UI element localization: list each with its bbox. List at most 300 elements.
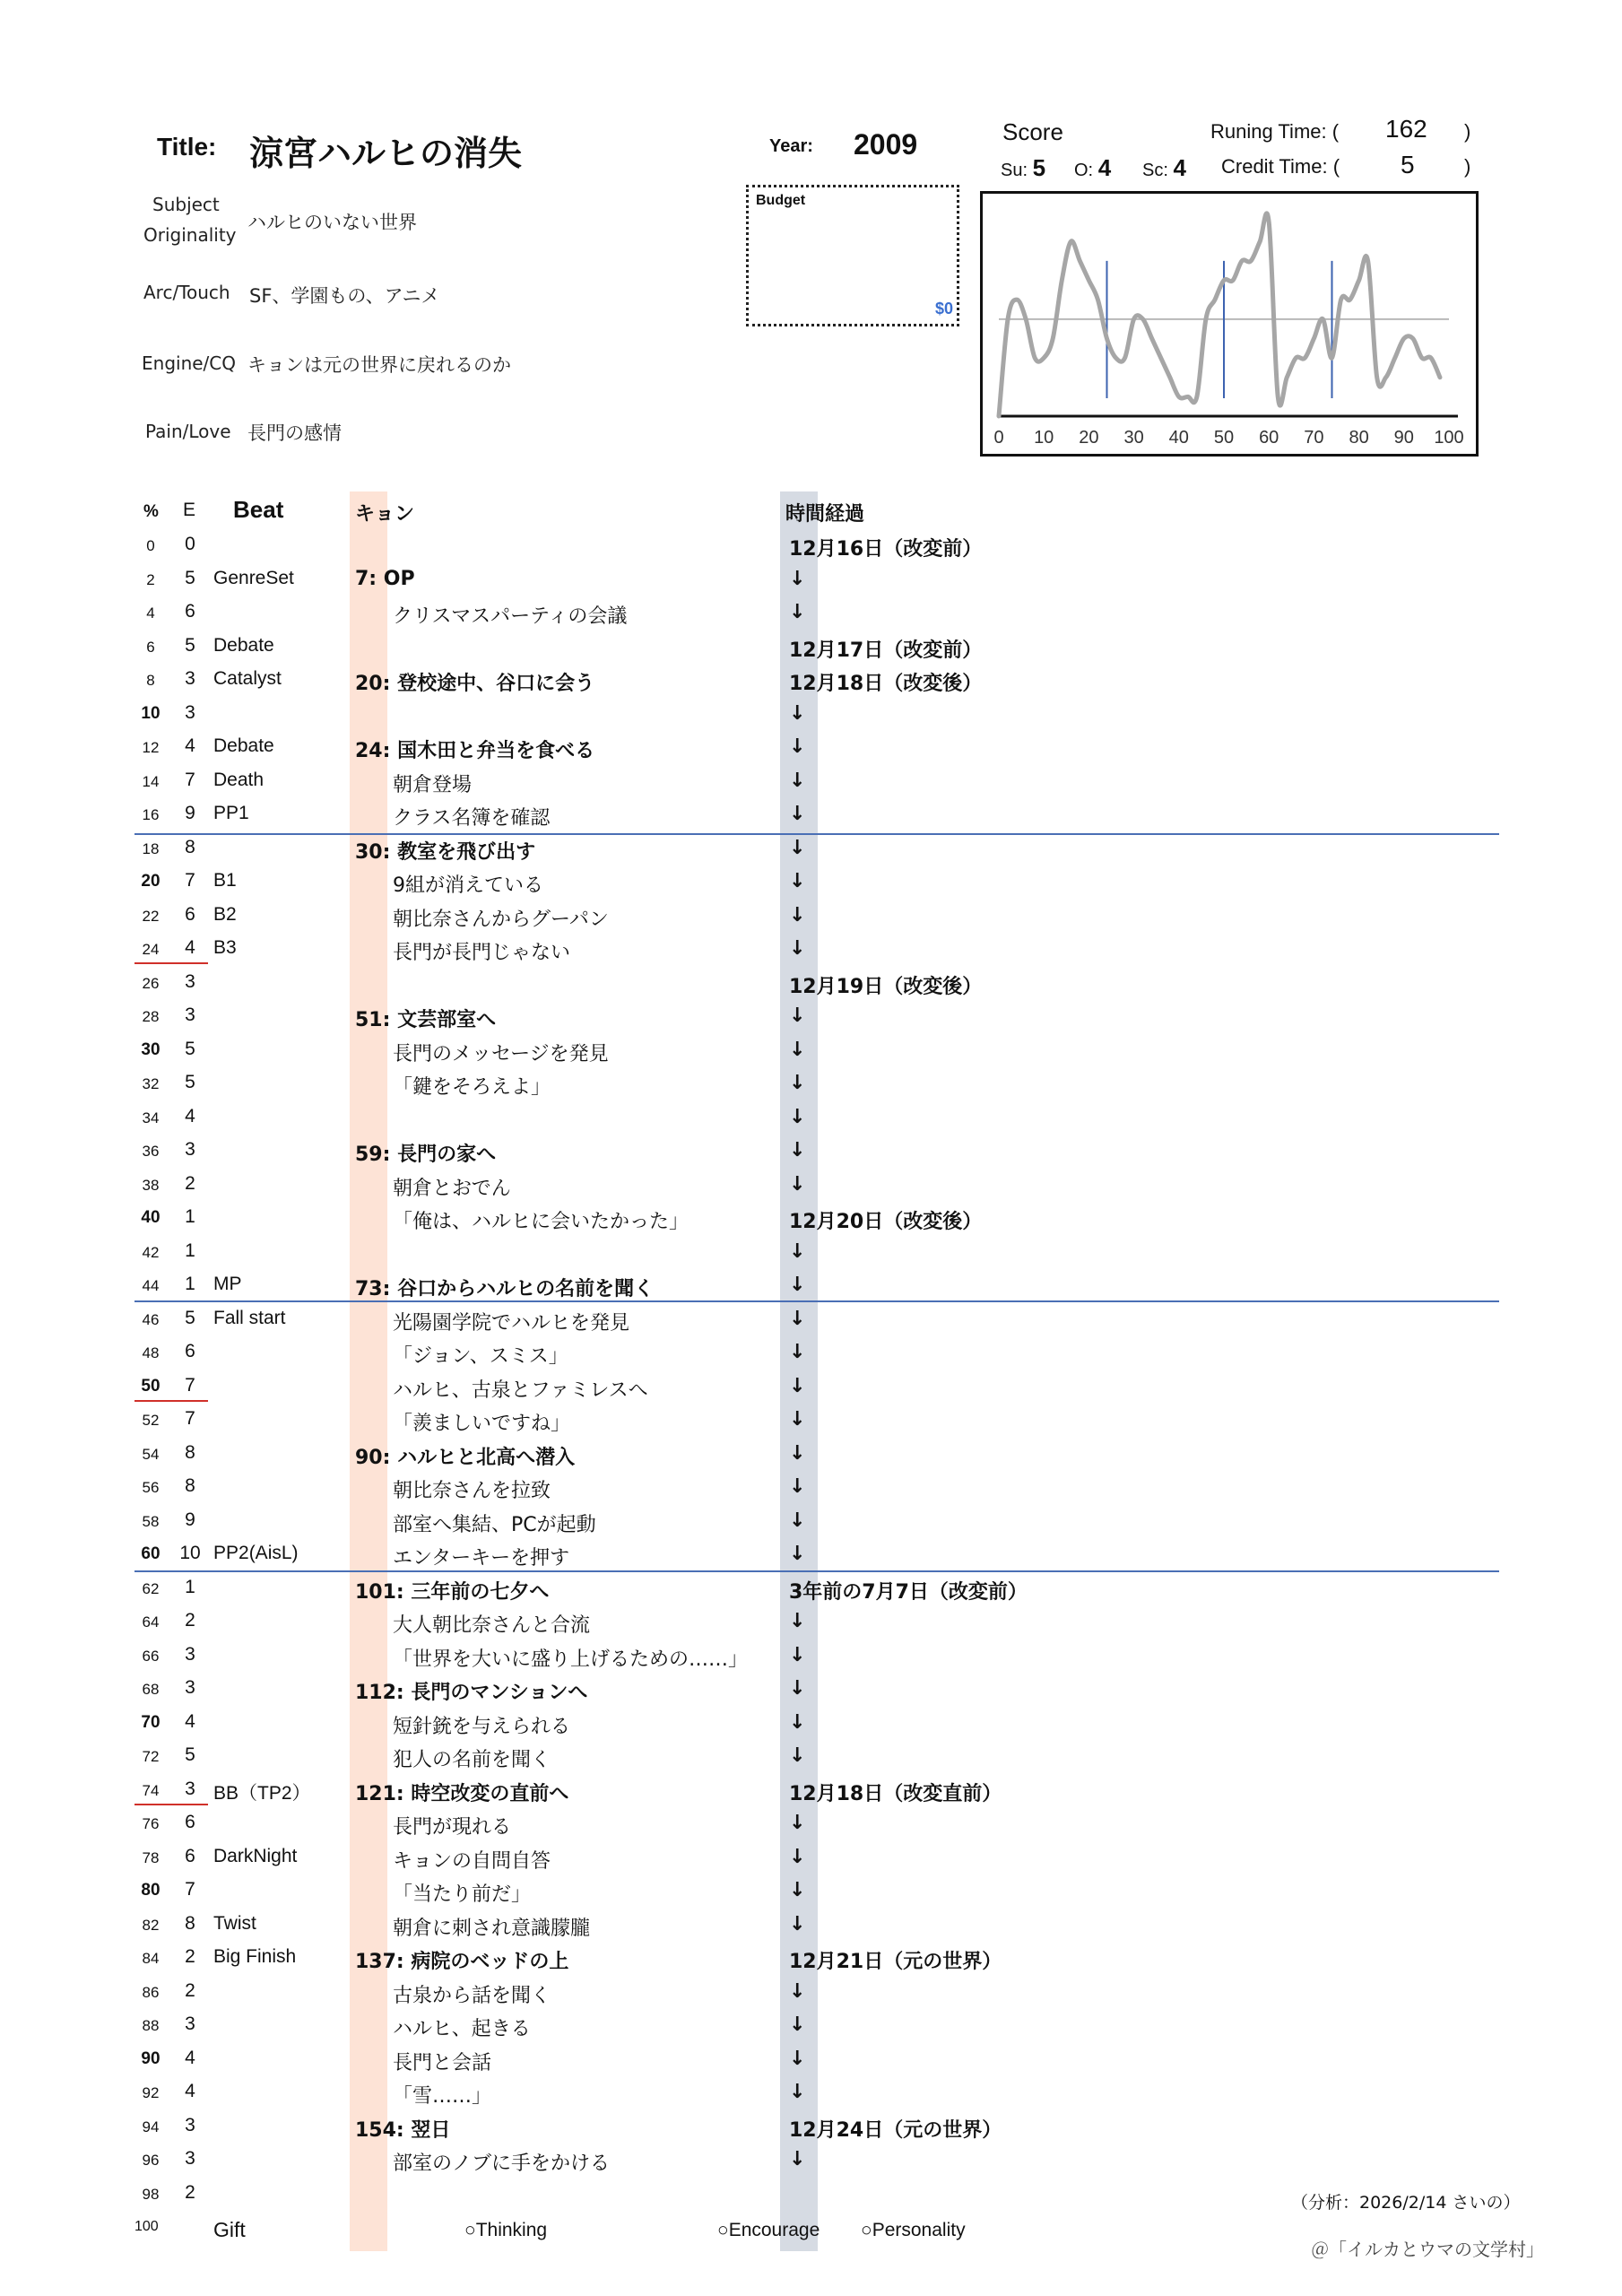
- table-row: [0, 1773, 1622, 1806]
- row-time: ↓: [789, 1341, 806, 1363]
- table-row: [0, 1504, 1622, 1537]
- budget-value: $0: [934, 300, 953, 317]
- personality-label: Personality: [872, 2220, 966, 2240]
- row-scene: 朝倉登場: [393, 773, 473, 796]
- row-time: ↓: [789, 1912, 806, 1935]
- row-scene: 部室へ集結、PCが起動: [393, 1513, 596, 1536]
- row-pct: 32: [142, 1075, 160, 1092]
- row-e: 5: [185, 567, 195, 588]
- chart-x-tick-label: 90: [1393, 428, 1414, 448]
- row-time: ↓: [789, 1610, 806, 1632]
- su-score: [1001, 154, 1045, 182]
- sc-score: [1142, 154, 1186, 182]
- budget-label: Budget: [756, 193, 806, 208]
- act-divider-1: [134, 833, 1499, 835]
- scene-header: キョン: [355, 503, 415, 526]
- row-pct: 34: [142, 1109, 160, 1126]
- row-scene: 長門のメッセージを発見: [393, 1042, 609, 1065]
- row-e: 1: [185, 1274, 195, 1294]
- row-e: 3: [185, 668, 195, 689]
- row-beat: Debate: [213, 634, 274, 656]
- o-score: [1074, 154, 1111, 182]
- row-scene: 7: OP: [355, 567, 415, 590]
- table-row: [0, 1975, 1622, 2008]
- row-time: ↓: [789, 1408, 806, 1431]
- running-time-label: Runing Time: (: [1210, 120, 1340, 143]
- thinking-option: [464, 2220, 547, 2241]
- row-time: ↓: [789, 701, 806, 725]
- analysis-note: （分析：2026/2/14 さいの）: [1291, 2193, 1521, 2213]
- row-e: 7: [185, 1879, 195, 1900]
- row-beat: B3: [213, 937, 237, 958]
- row-scene: 「俺は、ハルヒに会いたかった」: [393, 1211, 690, 1233]
- row-pct: 46: [142, 1310, 160, 1328]
- credit-time-label: Credit Time: (: [1221, 155, 1340, 178]
- table-row: [0, 966, 1622, 999]
- row-beat: B2: [213, 903, 237, 925]
- row-pct: 50: [141, 1376, 160, 1396]
- row-time: ↓: [789, 1004, 806, 1027]
- row-e: 1: [185, 1239, 195, 1261]
- chart-x-tick-label: 80: [1349, 428, 1369, 448]
- footer-pct: 100: [134, 2219, 159, 2234]
- sc-value: 4: [1173, 154, 1186, 181]
- year-value: 2009: [854, 128, 918, 161]
- row-beat: GenreSet: [213, 567, 294, 588]
- row-pct: 82: [142, 1916, 160, 1934]
- subject-label-line2: Originality: [143, 224, 237, 246]
- table-row: [0, 831, 1622, 865]
- table-row: [0, 2143, 1622, 2176]
- row-pct: 78: [142, 1848, 160, 1866]
- row-e: 2: [185, 1946, 195, 1967]
- row-time: ↓: [789, 567, 806, 590]
- row-scene: 光陽園学院でハルヒを発見: [393, 1311, 630, 1335]
- row-pct: 16: [142, 806, 160, 823]
- year-label: Year:: [769, 136, 813, 156]
- row-e: 8: [185, 1912, 195, 1934]
- table-row: [0, 1941, 1622, 1974]
- row-scene: エンターキーを押す: [393, 1547, 570, 1570]
- row-pct: 66: [142, 1647, 160, 1665]
- beat-underline: [134, 1400, 208, 1402]
- encourage-option: [717, 2220, 820, 2241]
- row-pct: 2: [146, 570, 155, 588]
- row-e: 8: [185, 1475, 195, 1496]
- row-time: ↓: [789, 1643, 806, 1666]
- row-scene: ハルヒ、古泉とファミレスへ: [393, 1378, 648, 1402]
- row-time: ↓: [789, 1139, 806, 1161]
- row-time: ↓: [789, 903, 806, 926]
- row-scene: 121: 時空改変の直前へ: [355, 1782, 569, 1805]
- table-row: [0, 1571, 1622, 1605]
- row-time: 12月16日（改変前）: [789, 538, 983, 561]
- row-e: 8: [185, 1441, 195, 1463]
- row-time: ↓: [789, 1307, 806, 1330]
- row-time: 12月17日（改変前）: [789, 639, 983, 662]
- table-row: [0, 1437, 1622, 1470]
- row-e: 4: [185, 1105, 195, 1126]
- sc-label: Sc:: [1142, 161, 1168, 180]
- row-beat: Debate: [213, 735, 274, 756]
- su-label: Su:: [1001, 161, 1028, 180]
- row-time: ↓: [789, 1677, 806, 1700]
- table-row: [0, 899, 1622, 932]
- row-scene: キョンの自問自答: [393, 1849, 551, 1873]
- table-row: [0, 697, 1622, 730]
- row-pct: 74: [142, 1781, 160, 1799]
- row-beat: Big Finish: [213, 1946, 297, 1967]
- beat-header: Beat: [233, 496, 284, 523]
- row-pct: 90: [141, 2048, 160, 2068]
- time-header: 時間経過: [785, 503, 865, 526]
- row-pct: 4: [146, 604, 155, 622]
- row-beat: DarkNight: [213, 1845, 298, 1866]
- row-scene: 9組が消えている: [393, 874, 543, 897]
- row-pct: 98: [142, 2185, 160, 2203]
- row-time: ↓: [789, 769, 806, 792]
- table-row: [0, 1403, 1622, 1436]
- row-e: 7: [185, 870, 195, 891]
- row-scene: 「鍵をそろえよ」: [393, 1076, 551, 1099]
- row-time: ↓: [789, 1038, 806, 1061]
- arc-value: SF、学園もの、アニメ: [249, 285, 440, 307]
- row-beat: MP: [213, 1274, 242, 1294]
- row-time: ↓: [789, 1374, 806, 1397]
- row-e: 6: [185, 1812, 195, 1832]
- table-row: [0, 1335, 1622, 1369]
- row-e: 3: [185, 1643, 195, 1665]
- title-label: Title:: [157, 133, 217, 161]
- table-row: [0, 596, 1622, 629]
- credit-time-value: 5: [1401, 151, 1415, 178]
- arc-label: Arc/Touch: [143, 282, 230, 303]
- row-time: ↓: [789, 937, 806, 960]
- table-row: [0, 1370, 1622, 1403]
- engine-label: Engine/CQ: [142, 352, 236, 374]
- chart-emotion-line: [999, 213, 1440, 416]
- row-time: ↓: [789, 1105, 806, 1128]
- emotion-chart: [980, 191, 1479, 457]
- table-row: [0, 1168, 1622, 1201]
- row-time: 12月24日（元の世界）: [789, 2118, 1002, 2142]
- work-title: 涼宮ハルヒの消失: [249, 134, 523, 173]
- row-pct: 44: [142, 1277, 160, 1294]
- row-beat: B1: [213, 870, 237, 891]
- row-pct: 8: [146, 672, 155, 689]
- row-time: ↓: [789, 2148, 806, 2170]
- row-scene: 137: 病院のベッドの上: [355, 1951, 569, 1973]
- row-scene: 部室のノブに手をかける: [393, 2152, 611, 2175]
- row-e: 3: [185, 2148, 195, 2169]
- table-row: [0, 1302, 1622, 1335]
- row-pct: 30: [141, 1039, 160, 1059]
- table-row: [0, 730, 1622, 763]
- row-e: 5: [185, 1072, 195, 1092]
- row-pct: 84: [142, 1950, 160, 1967]
- row-time: 12月18日（改変後）: [789, 673, 983, 695]
- table-row: [0, 1066, 1622, 1100]
- row-time: ↓: [789, 1441, 806, 1465]
- row-time: ↓: [789, 1072, 806, 1094]
- row-e: 3: [185, 2114, 195, 2135]
- row-pct: 28: [142, 1008, 160, 1025]
- row-scene: 大人朝比奈さんと合流: [393, 1614, 591, 1637]
- row-e: 5: [185, 1744, 195, 1765]
- table-row: [0, 1201, 1622, 1234]
- chart-x-tick-label: 40: [1168, 428, 1189, 448]
- row-time: ↓: [789, 1475, 806, 1498]
- act-divider-2: [134, 1300, 1499, 1302]
- row-pct: 48: [142, 1344, 160, 1361]
- row-pct: 56: [142, 1479, 160, 1496]
- row-pct: 18: [142, 839, 160, 857]
- row-scene: 「ジョン、スミス」: [393, 1345, 568, 1368]
- row-pct: 22: [142, 907, 160, 925]
- row-beat: Fall start: [213, 1307, 286, 1328]
- row-e: 7: [185, 769, 195, 790]
- row-e: 4: [185, 1710, 195, 1732]
- table-row: [0, 562, 1622, 596]
- table-row: [0, 1100, 1622, 1134]
- row-e: 3: [185, 701, 195, 723]
- emotion-chart-svg: [983, 194, 1476, 454]
- table-row: [0, 2008, 1622, 2041]
- row-scene: 154: 翌日: [355, 2118, 451, 2142]
- row-beat: Twist: [213, 1912, 256, 1934]
- row-pct: 52: [142, 1412, 160, 1429]
- row-e: 7: [185, 1374, 195, 1396]
- row-pct: 38: [142, 1176, 160, 1194]
- row-pct: 92: [142, 2084, 160, 2101]
- row-e: 5: [185, 634, 195, 656]
- row-pct: 40: [141, 1208, 160, 1227]
- row-e: 3: [185, 1778, 195, 1799]
- row-time: ↓: [789, 1812, 806, 1834]
- row-e: 1: [185, 1206, 195, 1227]
- table-row: [0, 1134, 1622, 1167]
- row-time: ↓: [789, 1979, 806, 2003]
- thinking-radio-icon: ○: [464, 2220, 476, 2240]
- row-scene: 長門が長門じゃない: [393, 942, 571, 964]
- row-time: 12月21日（元の世界）: [789, 1951, 1002, 1973]
- row-scene: 朝倉とおでん: [393, 1177, 511, 1200]
- row-pct: 42: [142, 1243, 160, 1261]
- row-pct: 6: [146, 638, 155, 656]
- row-scene: 112: 長門のマンションへ: [355, 1682, 588, 1704]
- row-time: ↓: [789, 1744, 806, 1767]
- row-e: 3: [185, 1677, 195, 1698]
- row-e: 2: [185, 1610, 195, 1631]
- row-e: 6: [185, 1845, 195, 1866]
- table-row: [0, 1672, 1622, 1705]
- subject-value: ハルヒのいない世界: [247, 212, 417, 233]
- table-row: [0, 1033, 1622, 1066]
- row-e: 1: [185, 1576, 195, 1597]
- row-scene: 「当たり前だ」: [393, 1883, 532, 1906]
- row-pct: 62: [142, 1579, 160, 1597]
- row-time: ↓: [789, 1172, 806, 1196]
- row-e: 9: [185, 803, 195, 823]
- row-pct: 64: [142, 1613, 160, 1631]
- row-e: 2: [185, 1979, 195, 2001]
- table-row: [0, 764, 1622, 797]
- row-time: ↓: [789, 1274, 806, 1296]
- row-scene: 「世界を大いに盛り上げるための……」: [393, 1648, 749, 1671]
- row-pct: 86: [142, 1983, 160, 2001]
- row-pct: 68: [142, 1681, 160, 1698]
- row-time: ↓: [789, 1509, 806, 1532]
- row-scene: 「雪……」: [393, 2085, 492, 2108]
- row-scene: 30: 教室を飛び出す: [355, 840, 536, 864]
- row-scene: 古泉から話を聞く: [393, 1984, 551, 2007]
- row-time: ↓: [789, 735, 806, 758]
- running-time-value: 162: [1385, 115, 1427, 143]
- o-label: O:: [1074, 161, 1094, 180]
- beat-underline: [134, 1804, 208, 1805]
- pct-header: %: [143, 502, 159, 521]
- row-time: ↓: [789, 870, 806, 892]
- encourage-radio-icon: ○: [717, 2220, 729, 2240]
- row-e: 3: [185, 2013, 195, 2034]
- row-e: 3: [185, 970, 195, 992]
- thinking-label: Thinking: [475, 2220, 548, 2240]
- row-pct: 36: [142, 1143, 160, 1160]
- row-time: 12月19日（改変後）: [789, 975, 983, 998]
- row-e: 9: [185, 1509, 195, 1530]
- table-row: [0, 1806, 1622, 1839]
- table-row: [0, 932, 1622, 965]
- table-row: [0, 1235, 1622, 1268]
- score-label: Score: [1002, 118, 1063, 145]
- e-header: E: [183, 500, 196, 520]
- row-time: ↓: [789, 2047, 806, 2070]
- row-pct: 60: [141, 1544, 160, 1563]
- table-row: [0, 2042, 1622, 2075]
- o-value: 4: [1097, 154, 1112, 181]
- table-row: [0, 797, 1622, 831]
- row-time: ↓: [789, 1879, 806, 1901]
- row-e: 4: [185, 937, 195, 958]
- pain-label: Pain/Love: [145, 421, 231, 442]
- row-beat: Catalyst: [213, 668, 282, 689]
- act-divider-3: [134, 1570, 1499, 1572]
- row-scene: ハルヒ、起きる: [393, 2018, 531, 2040]
- row-e: 0: [185, 534, 195, 554]
- gift-label: Gift: [213, 2218, 246, 2241]
- chart-x-tick-label: 30: [1123, 428, 1144, 448]
- row-pct: 94: [142, 2118, 160, 2135]
- running-close-paren: ): [1464, 120, 1471, 143]
- row-e: 4: [185, 735, 195, 756]
- row-beat: PP2(AisL): [213, 1543, 299, 1563]
- row-scene: 朝比奈さんからグーパン: [393, 908, 609, 931]
- row-pct: 12: [142, 739, 160, 756]
- row-time: ↓: [789, 2013, 806, 2036]
- table-row: [0, 1605, 1622, 1638]
- row-scene: 90: ハルヒと北高へ潜入: [355, 1446, 576, 1469]
- su-value: 5: [1032, 154, 1046, 181]
- beat-underline: [134, 962, 208, 964]
- table-row: [0, 1706, 1622, 1739]
- credit-close-paren: ): [1464, 155, 1471, 178]
- row-scene: 「羨ましいですね」: [393, 1413, 571, 1435]
- table-row: [0, 1840, 1622, 1874]
- publisher-credit: ＠「イルカとウマの文学村」: [1311, 2239, 1544, 2260]
- row-scene: クリスマスパーティの会議: [393, 605, 628, 628]
- row-e: 6: [185, 1341, 195, 1361]
- row-time: ↓: [789, 2081, 806, 2103]
- row-pct: 0: [146, 537, 155, 554]
- chart-x-tick-label: 50: [1213, 428, 1235, 448]
- row-pct: 58: [142, 1512, 160, 1530]
- table-row: [0, 630, 1622, 663]
- row-time: ↓: [789, 803, 806, 825]
- row-scene: 長門が現れる: [393, 1816, 512, 1839]
- row-time: ↓: [789, 1239, 806, 1263]
- table-row: [0, 1874, 1622, 1907]
- row-e: 3: [185, 1139, 195, 1160]
- row-e: 8: [185, 836, 195, 857]
- row-e: 5: [185, 1038, 195, 1059]
- row-time: ↓: [789, 1710, 806, 1734]
- table-row: [0, 2075, 1622, 2109]
- row-pct: 10: [141, 703, 160, 723]
- table-row: [0, 2109, 1622, 2143]
- row-beat: BB（TP2）: [213, 1782, 311, 1804]
- row-time: ↓: [789, 1845, 806, 1868]
- table-row: [0, 663, 1622, 696]
- table-row: [0, 1908, 1622, 1941]
- table-row: [0, 528, 1622, 561]
- row-time: 12月18日（改変直前）: [789, 1782, 1002, 1805]
- row-pct: 76: [142, 1815, 160, 1832]
- table-row: [0, 1268, 1622, 1301]
- row-e: 2: [185, 1172, 195, 1194]
- row-pct: 26: [142, 974, 160, 992]
- row-e: 7: [185, 1408, 195, 1429]
- row-scene: 73: 谷口からハルヒの名前を聞く: [355, 1278, 655, 1300]
- table-row: [0, 1470, 1622, 1503]
- row-scene: 短針銃を与えられる: [393, 1715, 571, 1738]
- row-e: 10: [179, 1543, 201, 1563]
- pain-value: 長門の感情: [247, 422, 342, 444]
- chart-x-tick-label: 0: [993, 428, 1004, 448]
- row-time: ↓: [789, 1543, 806, 1565]
- budget-box: [746, 185, 959, 326]
- row-scene: 24: 国木田と弁当を食べる: [355, 740, 595, 762]
- chart-x-tick-label: 100: [1434, 428, 1464, 448]
- engine-value: キョンは元の世界に戻れるのか: [247, 354, 511, 376]
- row-pct: 88: [142, 2017, 160, 2034]
- personality-radio-icon: ○: [861, 2220, 872, 2240]
- row-pct: 14: [142, 772, 160, 790]
- row-time: 12月20日（改変後）: [789, 1211, 983, 1233]
- row-pct: 80: [141, 1881, 160, 1900]
- row-beat: Death: [213, 769, 265, 790]
- row-e: 6: [185, 601, 195, 622]
- personality-option: [861, 2220, 966, 2241]
- table-row: [0, 999, 1622, 1032]
- table-row: [0, 1739, 1622, 1772]
- row-scene: 20: 登校途中、谷口に会う: [355, 673, 595, 695]
- row-scene: 51: 文芸部室へ: [355, 1009, 497, 1031]
- row-e: 6: [185, 903, 195, 925]
- row-pct: 54: [142, 1445, 160, 1463]
- row-pct: 24: [142, 941, 160, 958]
- row-time: ↓: [789, 601, 806, 623]
- row-time: ↓: [789, 836, 806, 859]
